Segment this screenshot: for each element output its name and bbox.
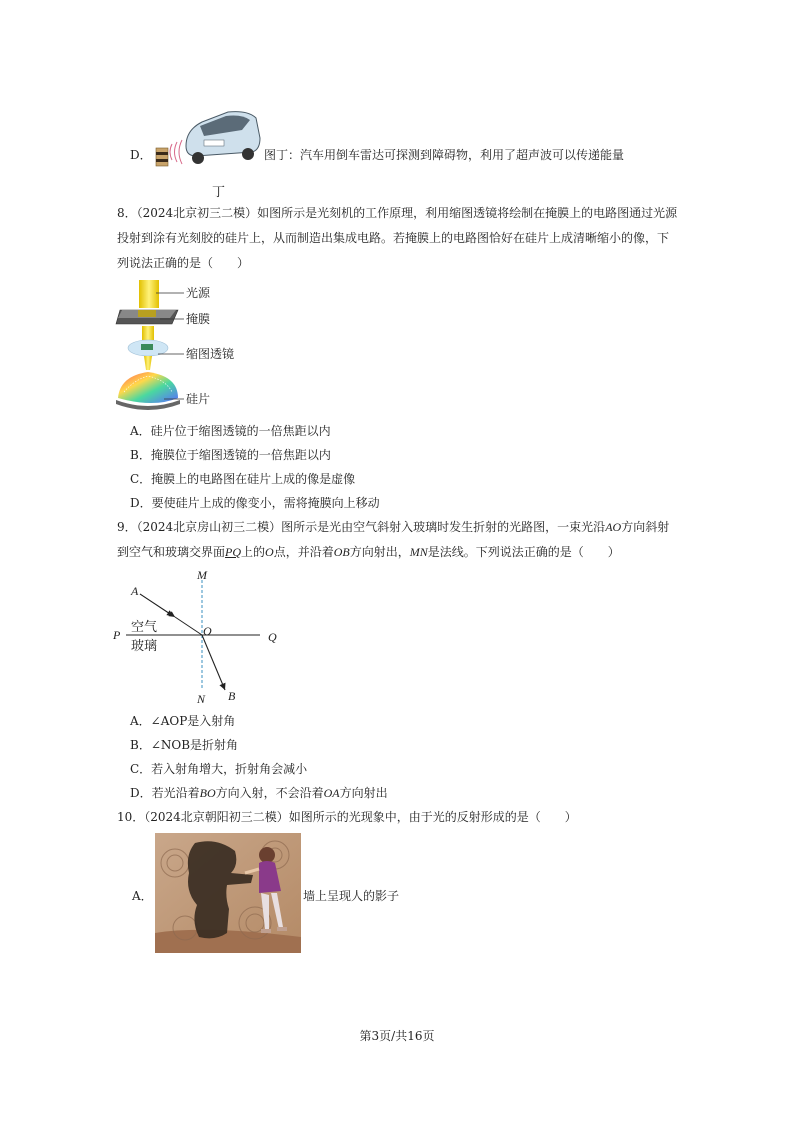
q9-option-d: D．若光沿着BO方向入射，不会沿着OA方向射出: [130, 786, 388, 800]
q9-option-b: B．∠NOB是折射角: [130, 738, 239, 752]
lithography-leader-lines: [150, 286, 186, 406]
q9-stem-line1: 9．（2024北京房山初三二模）图所示是光由空气斜射入玻璃时发生折射的光路图，一束光沿AO方向斜射: [117, 520, 670, 534]
label-light-source: 光源: [186, 286, 211, 300]
label-Q: Q: [268, 630, 277, 644]
q8-stem-line1: 8．（2024北京初三二模）如图所示是光刻机的工作原理，利用缩图透镜将绘制在掩膜上的电路图通过光源: [117, 206, 678, 220]
label-M: M: [197, 568, 207, 582]
q10-stem: 10．（2024北京朝阳初三二模）如图所示的光现象中，由于光的反射形成的是（ ）: [117, 810, 577, 824]
q8-stem-line3: 列说法正确的是（ ）: [117, 256, 250, 270]
shadow-photo: [155, 833, 301, 953]
q8-stem-line2: 投射到涂有光刻胶的硅片上，从而制造出集成电路。若掩膜上的电路图恰好在硅片上成清晰缩小的像，下: [117, 231, 670, 245]
label-mask: 掩膜: [186, 312, 211, 326]
q8-option-c: C．掩膜上的电路图在硅片上成的像是虚像: [130, 472, 356, 486]
q8-option-a: A．硅片位于缩图透镜的一倍焦距以内: [130, 424, 331, 438]
label-air: 空气: [131, 620, 158, 635]
q10-option-a-label: A．: [132, 889, 153, 903]
q9-option-c: C．若入射角增大，折射角会减小: [130, 762, 308, 776]
q10-option-a-text: 墙上呈现人的影子: [303, 889, 400, 903]
q9-stem-line2: 到空气和玻璃交界面PQ上的O点，并沿着OB方向射出，MN是法线。下列说法正确的是（ ）: [117, 545, 620, 559]
label-wafer: 硅片: [186, 392, 211, 406]
label-A: A: [131, 584, 139, 598]
q9-option-a: A．∠AOP是入射角: [130, 714, 236, 728]
label-reduction-lens: 缩图透镜: [186, 347, 235, 361]
car-radar-figure: [152, 108, 264, 168]
label-B: B: [228, 689, 236, 703]
q7-figure-caption: 丁: [212, 185, 226, 200]
q7-option-d-label: D．: [130, 148, 152, 162]
q8-option-b: B．掩膜位于缩图透镜的一倍焦距以内: [130, 448, 331, 462]
label-O: O: [203, 624, 212, 638]
page-number: 第3页/共16页: [359, 1029, 435, 1043]
label-P: P: [113, 628, 121, 642]
q7-option-d-text: 图丁：汽车用倒车雷达可探测到障碍物，利用了超声波可以传递能量: [264, 148, 625, 162]
label-N: N: [197, 692, 206, 706]
label-glass: 玻璃: [131, 639, 158, 654]
q8-option-d: D．要使硅片上成的像变小，需将掩膜向上移动: [130, 496, 380, 510]
